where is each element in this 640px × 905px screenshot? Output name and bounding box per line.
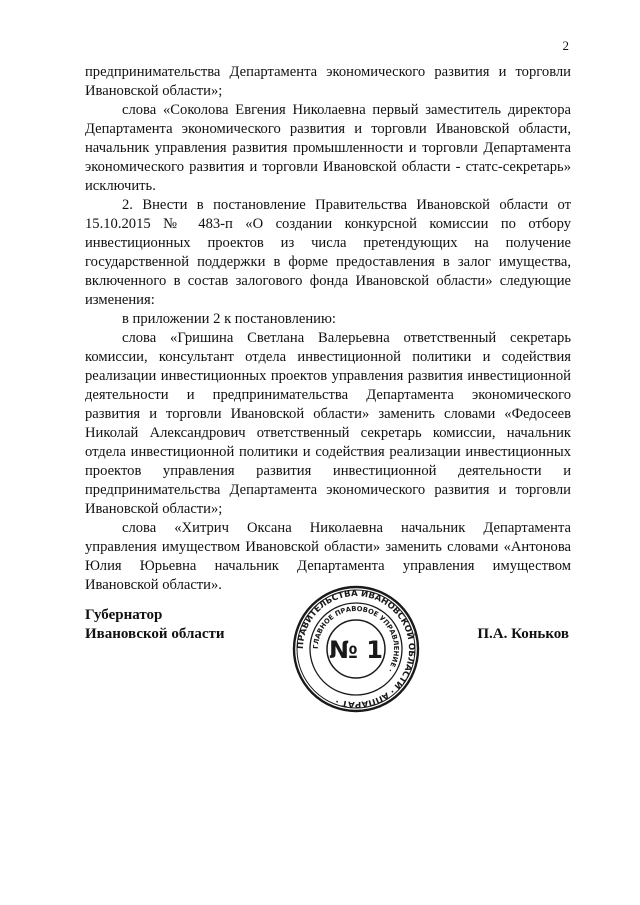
paragraph-replace-grishina: слова «Гришина Светлана Валерьевна ответственный секретарь комиссии, консультант отдела инвестиционной политики и содействия реализации инвестиционных проектов управления развития инвестиционной деятельности и предпринимательства Департамента экономического развития и торговли Ивановской области» заменить словами «Федосеев Николай Александрович ответственный секретарь комиссии, начальник отдела инвестиционной политики и содействия реализации инвестиционных проектов управления развития инвестиционной деятельности и предпринимательства Департамента экономического развития и торговли Ивановской области»; bbox=[85, 330, 571, 517]
seal-outer-text: ПРАВИТЕЛЬСТВА ИВАНОВСКОЙ ОБЛАСТИ · АППАРАТ · bbox=[295, 588, 417, 710]
paragraph-appendix-2: в приложении 2 к постановлению: bbox=[122, 311, 336, 327]
signature-name: П.А. Коньков bbox=[477, 626, 569, 642]
seal-number: № 1 bbox=[329, 636, 383, 664]
paragraph-exclude-sokolova: слова «Соколова Евгения Николаевна первый заместитель директора Департамента экономического развития и торговли Ивановской области, начальник управления развития промышленности и торговли Департамента экономического развития и торговли Ивановской области - статс-секретарь» исключить. bbox=[85, 102, 571, 194]
signature-title-line1: Губернатор bbox=[85, 607, 163, 623]
paragraph-amend-resolution: 2. Внести в постановление Правительства Ивановской области от 15.10.2015 № 483-п «О создании конкурсной комиссии по отбору инвестиционных проектов из числа претендующих на получение государственной поддержки в форме предоставления в залог имущества, включенного в состав залогового фонда Ивановской области» следующие изменения: bbox=[85, 197, 571, 308]
page-number: 2 bbox=[562, 38, 569, 53]
body-text bbox=[85, 63, 571, 595]
signature-title bbox=[85, 606, 225, 644]
seal-inner-text: ГЛАВНОЕ ПРАВОВОЕ УПРАВЛЕНИЕ · bbox=[311, 604, 401, 674]
paragraph-replace-khitrich: слова «Хитрич Оксана Николаевна начальник Департамента управления имуществом Ивановской области» заменить словами «Антонова Юлия Юрьевна начальник Департамента управления имуществом Ивановской области». bbox=[85, 520, 571, 593]
paragraph-continuation: предпринимательства Департамента экономического развития и торговли Ивановской области»; bbox=[85, 64, 571, 99]
signature-title-line2: Ивановской области bbox=[85, 626, 225, 642]
official-seal bbox=[292, 585, 420, 713]
